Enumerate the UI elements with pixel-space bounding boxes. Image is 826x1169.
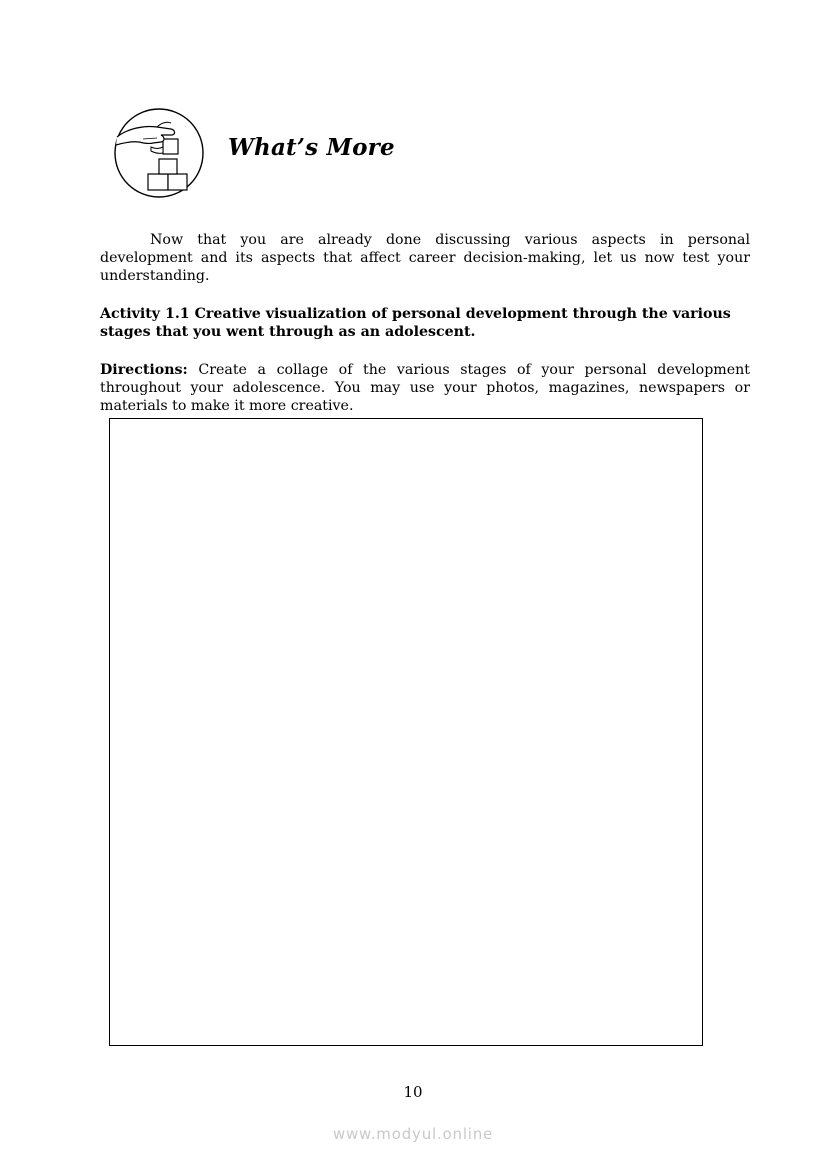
hand-placing-blocks-icon	[113, 107, 205, 199]
directions-text: Create a collage of the various stages of your personal development throughout your adolescence. You may use your photos, magazines, newspapers or materials to make it more creative.	[100, 362, 750, 414]
watermark: www.modyul.online	[332, 1125, 494, 1143]
intro-paragraph: Now that you are already done discussing various aspects in personal development and its aspects that affect career decision-making, let us now test your understanding.	[100, 232, 750, 284]
directions-label: Directions:	[100, 362, 188, 378]
page-number: 10	[403, 1083, 423, 1101]
section-title: What’s More	[228, 134, 395, 161]
directions-paragraph	[100, 361, 750, 415]
activity-heading: Activity 1.1 Creative visualization of personal development through the various stages that you went through as an adolescent.	[100, 306, 731, 340]
collage-box	[109, 418, 703, 1046]
